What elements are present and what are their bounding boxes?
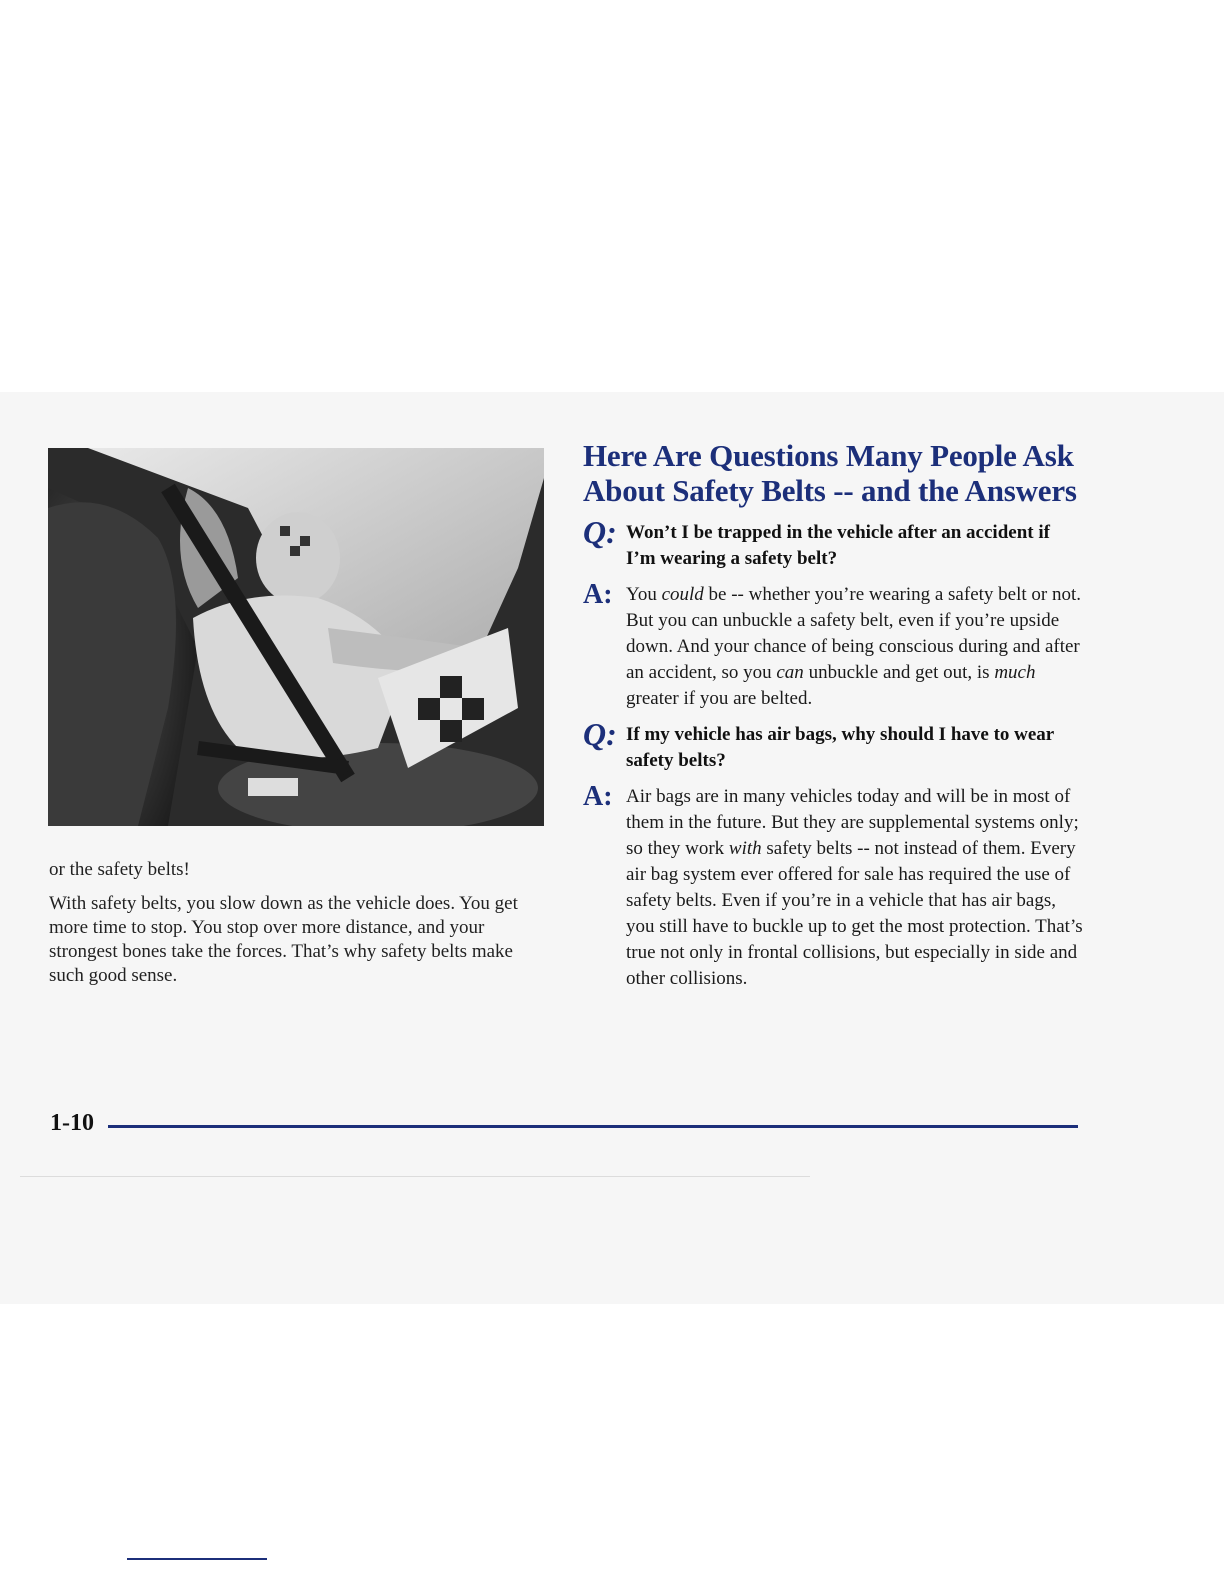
question-1-text: Won’t I be trapped in the vehicle after an accident if I’m wearing a safety belt?: [626, 522, 1050, 569]
page-footer: [50, 1110, 1078, 1144]
crash-dummy-illustration: [48, 448, 544, 826]
answer-1-text: You could be -- whether you’re wearing a safety belt or not. But you can unbuckle a safety belt, even if you’re upside down. And your chance of being conscious during and after an accident, so you can unbuckle and get out, is much greater if you are belted.: [626, 584, 1082, 709]
answer-marker: A:: [583, 579, 613, 610]
answer-marker: A:: [583, 781, 613, 812]
divider: [20, 1176, 810, 1177]
crash-dummy-photo: [48, 448, 544, 826]
bottom-rule: [127, 1558, 267, 1560]
section-heading: Here Are Questions Many People Ask About Safety Belts -- and the Answers: [583, 438, 1077, 508]
left-paragraph-2: With safety belts, you slow down as the vehicle does. You get more time to stop. You stop over more distance, and your strongest bones take the forces. That’s why safety belts make such good sense.: [49, 893, 518, 986]
left-paragraph-1: or the safety belts!: [49, 859, 190, 880]
left-column: [49, 858, 549, 998]
question-2-text: If my vehicle has air bags, why should I have to wear safety belts?: [626, 724, 1054, 771]
answer-2-text: Air bags are in many vehicles today and will be in most of them in the future. But they are supplemental systems only; so they work with safety belts -- not instead of them. Every air bag system ever offered for sale has required the use of safety belts. Even if you’re in a vehicle that has air bags, you still have to buckle up to get the most protection. That’s true not only in frontal collisions, but especially in side and other collisions.: [626, 786, 1083, 989]
footer-rule: [108, 1125, 1078, 1128]
question-marker: Q:: [583, 716, 617, 752]
qa-section: [583, 438, 1083, 1002]
answer-2: [583, 781, 1083, 992]
question-2: [583, 716, 1083, 774]
question-marker: Q:: [583, 514, 617, 550]
question-1: [583, 514, 1083, 572]
answer-1: [583, 579, 1083, 712]
page-number: 1-10: [50, 1110, 94, 1136]
